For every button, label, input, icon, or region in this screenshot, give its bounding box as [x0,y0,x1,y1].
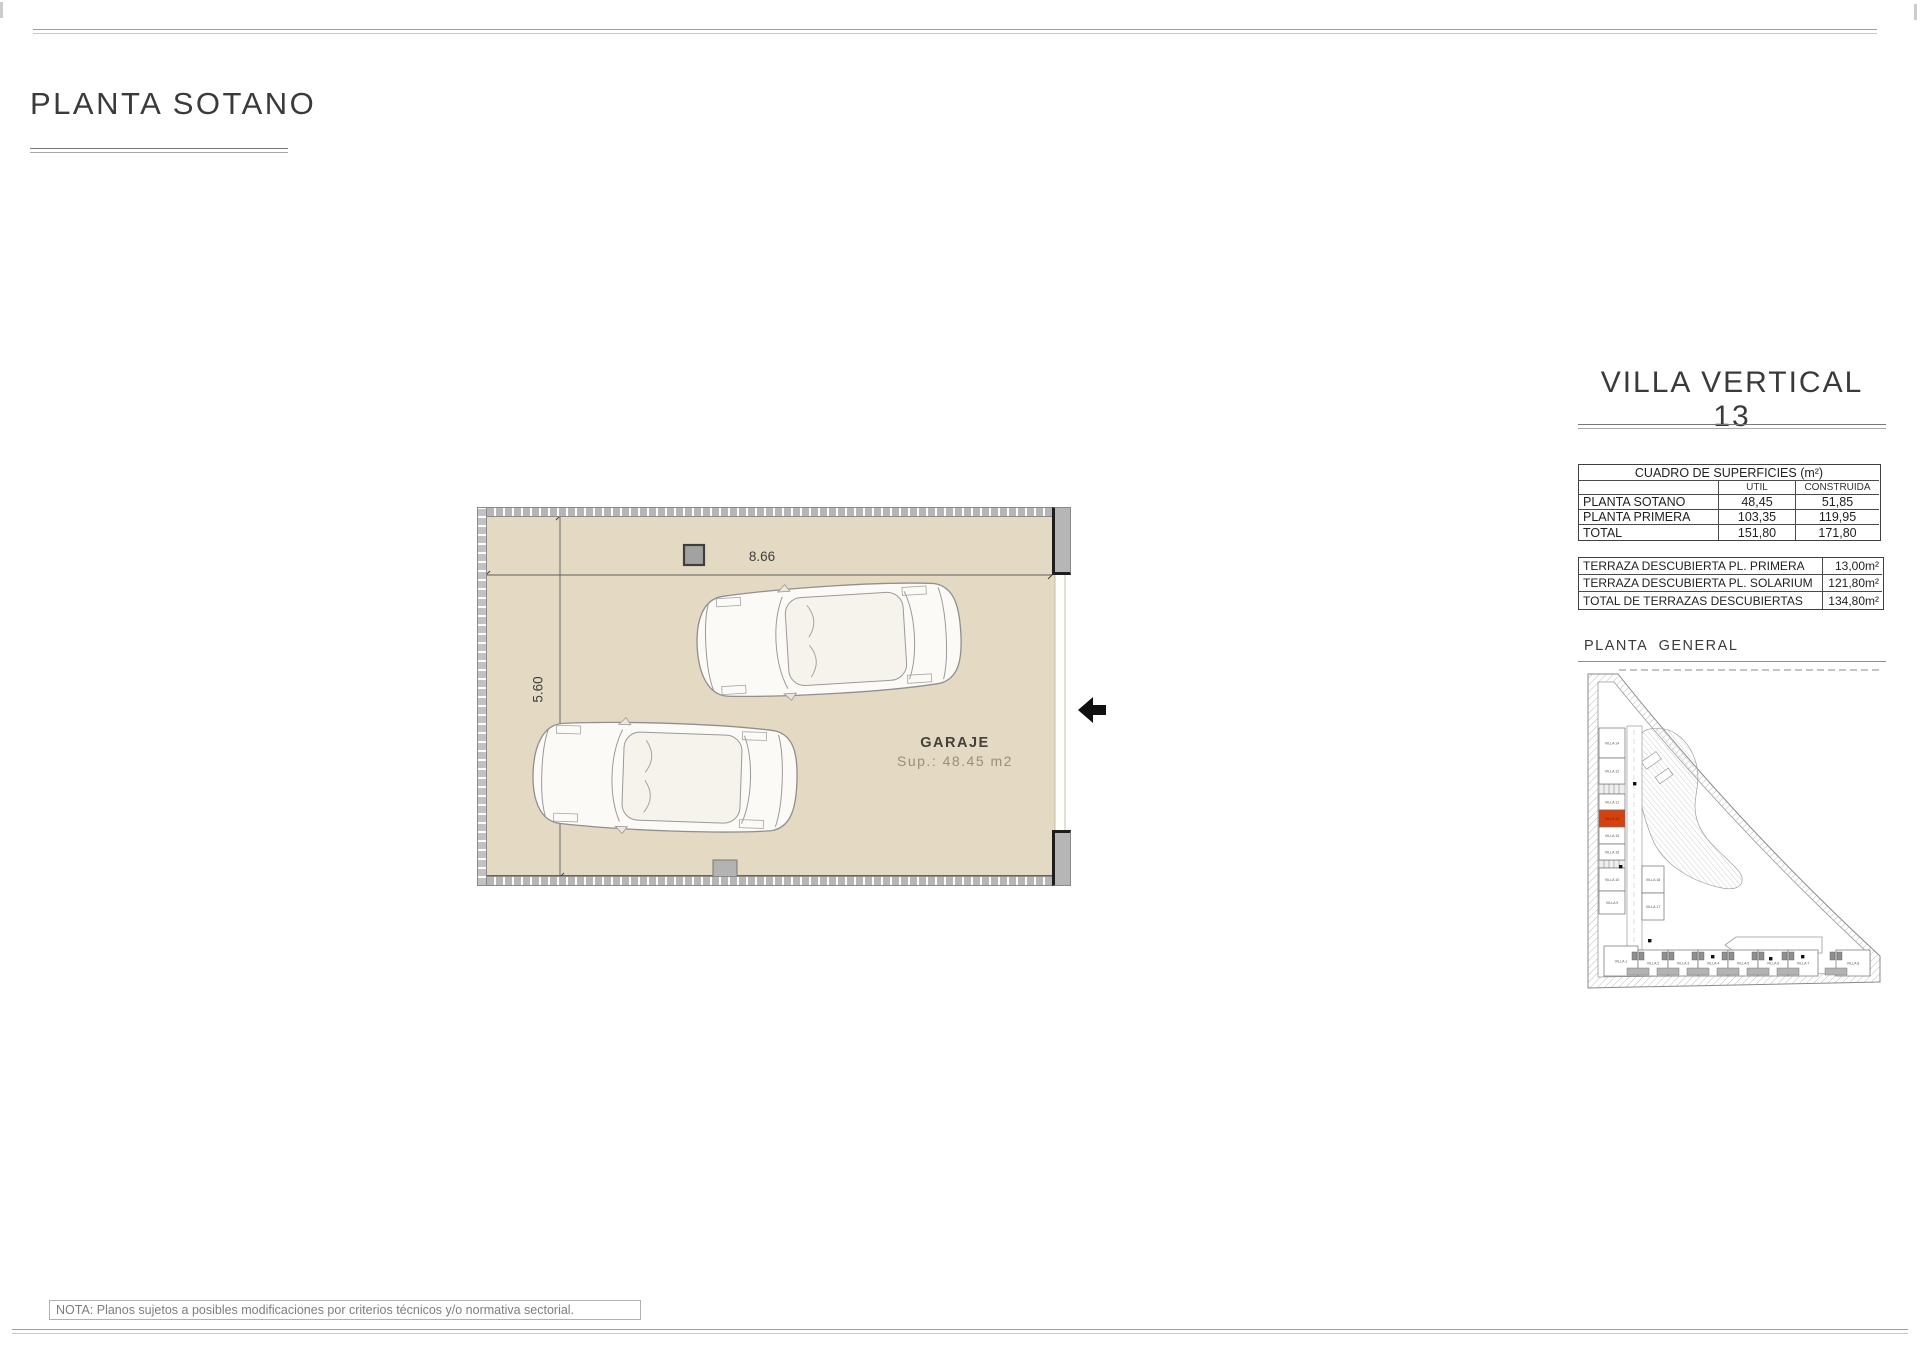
garage-door-mark [1669,952,1674,960]
site-villa-label: VILLA 2 [1646,961,1660,966]
surfaces-row-label: PLANTA SOTANO [1579,495,1719,510]
site-road [1627,726,1642,950]
terrace-row-label: TOTAL DE TERRAZAS DESCUBIERTAS [1579,592,1823,609]
bottom-rule-thin [12,1333,1908,1334]
car-2 [531,714,799,839]
site-villa-label: VILLA 5 [1736,961,1750,966]
terrace-row-label: TERRAZA DESCUBIERTA PL. PRIMERA [1579,558,1823,575]
villa-title-underline [1578,424,1886,425]
surfaces-row-label: TOTAL [1579,525,1719,540]
surfaces-row-construida: 171,80 [1818,525,1857,540]
site-villa-label: VILLA 17 [1645,904,1661,909]
wall-left [477,507,487,886]
surfaces-row-construida: 51,85 [1796,495,1879,510]
garage-door-mark [1692,952,1697,960]
surfaces-table [1578,464,1881,541]
wall-bottom [477,876,1071,886]
note-text: NOTA: Planos sujetos a posibles modificaciones por criterios técnicos y/o normativa sectorial. [56,1303,575,1317]
garage-door-mark [1699,952,1704,960]
site-villa-label: VILLA 7 [1796,961,1810,966]
dim-width-label: 8.66 [748,549,776,564]
top-rule [33,29,1877,30]
room-label [880,735,1030,769]
wall-top [477,507,1071,517]
garage-door-mark [1639,952,1644,960]
bottom-door [713,860,737,877]
garage-door-mark [1722,952,1727,960]
garage-pad [1717,968,1739,975]
garage-door-mark [1632,952,1637,960]
wall-post-bottom-right [1052,830,1071,886]
terrace-row-label: TERRAZA DESCUBIERTA PL. SOLARIUM [1579,575,1823,592]
corner-mark-left [0,2,3,18]
site-villa-label: VILLA 4 [1706,961,1720,966]
site-villa-label: VILLA 1 [1614,959,1628,964]
bottom-rule [12,1329,1908,1330]
surfaces-col-empty [1579,481,1719,495]
garage-door-mark [1662,952,1667,960]
garage-opening [1055,575,1065,830]
surfaces-row-util: 103,35 [1719,510,1796,525]
site-villa-label: VILLA 6 [1766,961,1780,966]
page-title-underline-2 [30,152,288,153]
page-title-underline [30,148,288,149]
garage-door-mark [1729,952,1734,960]
garage-pad [1687,968,1709,975]
site-villa-label: VILLA 3 [1676,961,1690,966]
surfaces-row-util: 151,80 [1719,525,1796,540]
car-1 [694,574,965,706]
site-villa-label: VILLA 12 [1604,769,1620,774]
note-box [49,1300,641,1320]
villa-title: VILLA VERTICAL 13 [1600,366,1864,433]
surfaces-row-label: PLANTA PRIMERA [1579,510,1719,525]
site-villa-label: VILLA 16 [1604,850,1620,855]
room-name: GARAJE [920,735,990,751]
pillar [684,545,704,565]
wall-post-top-right [1052,507,1071,575]
garage-pad [1825,968,1847,975]
room-area: Sup.: 48.45 m2 [897,753,1013,769]
surfaces-col-construida: CONSTRUIDA [1796,481,1879,495]
entry-arrow-icon [1078,697,1108,723]
garage-door-mark [1752,952,1757,960]
site-villa-label: VILLA 10 [1604,877,1620,882]
garage-door-mark [1837,952,1842,960]
surfaces-row-util: 48,45 [1719,495,1796,510]
site-villa-label: VILLA 14 [1604,741,1620,746]
site-villa-label: VILLA 11 [1604,800,1620,805]
surfaces-col-util: UTIL [1719,481,1796,495]
terrace-row-value: 134,80m² [1828,593,1879,608]
garage-pad [1747,968,1769,975]
garage-pad [1657,968,1679,975]
site-plan-title: PLANTA GENERAL [1584,638,1739,654]
floor-plan [477,507,1071,886]
garage-door-mark [1759,952,1764,960]
villa-title-underline-2 [1578,428,1886,429]
site-plan [1584,668,1884,1000]
surfaces-table-title: CUADRO DE SUPERFICIES (m²) [1579,465,1879,481]
site-villa-label: VILLA 9 [1605,900,1619,905]
surfaces-row-construida: 119,95 [1796,510,1879,525]
page-title: PLANTA SOTANO [30,86,317,121]
site-plan-underline [1578,661,1886,662]
garage-door-mark [1782,952,1787,960]
site-villa-label: VILLA 18 [1645,877,1661,882]
garage-pad [1627,968,1649,975]
garage-door-mark [1830,952,1835,960]
terrace-row-value: 13,00m² [1823,558,1882,575]
site-villa-label: VILLA 15 [1604,833,1620,838]
site-villa-label: VILLA 13 [1604,816,1620,821]
corner-mark-right [1914,4,1917,20]
terraces-table [1578,557,1884,610]
garage-door-mark [1789,952,1794,960]
top-rule-thin [33,33,1877,34]
dim-height-label: 5.60 [530,676,546,703]
terrace-row-value: 121,80m² [1823,575,1882,592]
garage-pad [1777,968,1799,975]
site-villa-label: VILLA 8 [1846,961,1860,966]
